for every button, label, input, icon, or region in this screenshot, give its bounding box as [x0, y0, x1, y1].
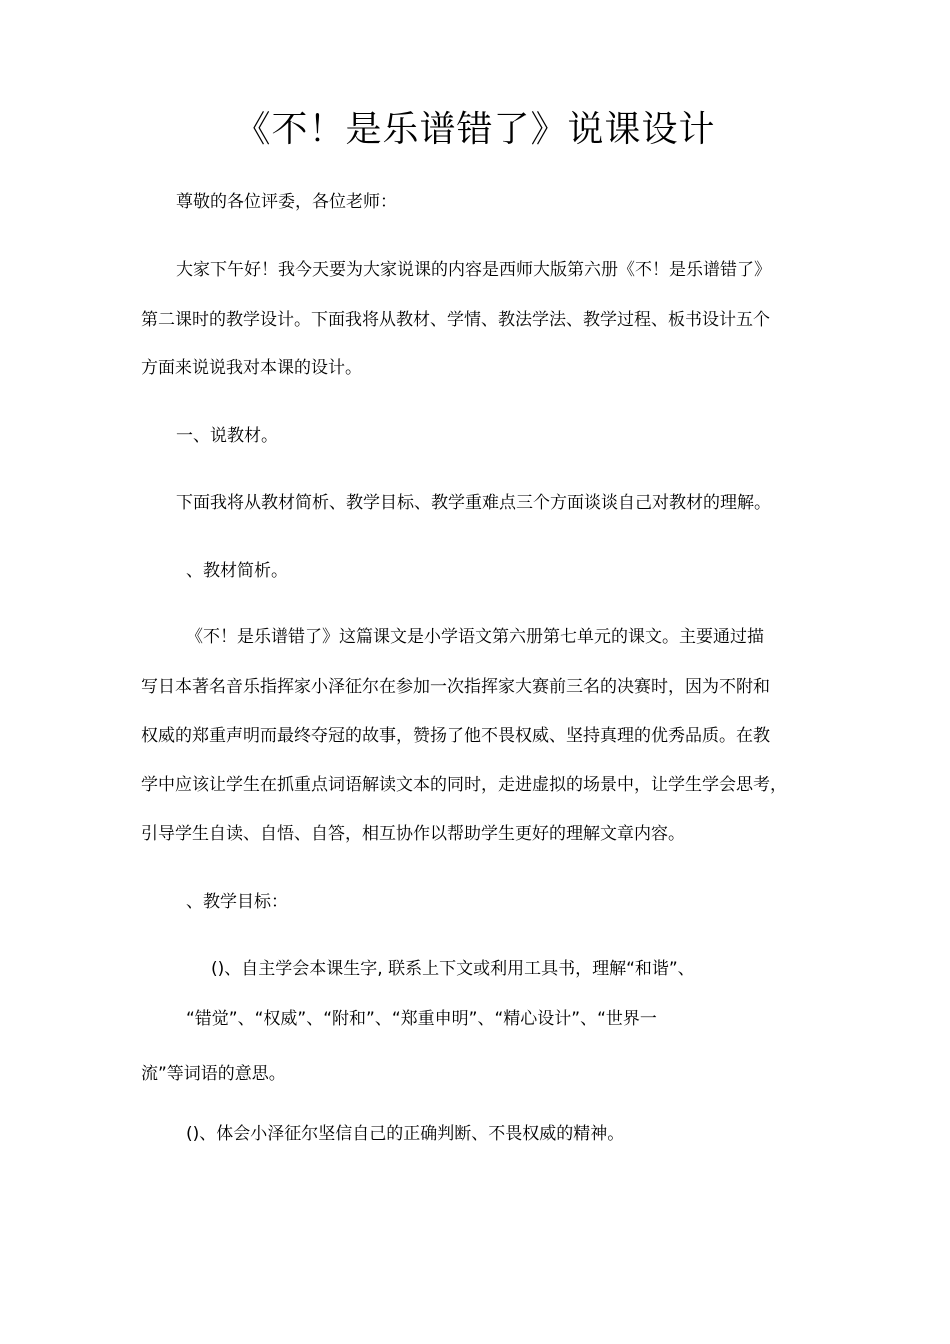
- section-overview-line: 下面我将从教材简析、教学目标、教学重难点三个方面谈谈自己对教材的理解。: [176, 493, 771, 513]
- document-title: 《不！是乐谱错了》说课设计: [234, 109, 716, 150]
- analysis-line-3: 权威的郑重声明而最终夺冠的故事，赞扬了他不畏权威、坚持真理的优秀品质。在教: [141, 726, 770, 746]
- intro-line-1: 大家下午好！我今天要为大家说课的内容是西师大版第六册《不！是乐谱错了》: [176, 260, 771, 280]
- analysis-line-2: 写日本著名音乐指挥家小泽征尔在参加一次指挥家大赛前三名的决赛时，因为不附和: [141, 677, 770, 697]
- analysis-line-1: 《不！是乐谱错了》这篇课文是小学语文第六册第七单元的课文。主要通过描: [186, 627, 764, 647]
- goal-1-line-2: “错觉”、“权威”、“附和”、“郑重申明”、“精心设计”、“世界一: [186, 1009, 657, 1029]
- section-heading-textbook: 一、说教材。: [176, 426, 278, 446]
- intro-line-3: 方面来说说我对本课的设计。: [141, 358, 362, 378]
- goal-2-line: ()、体会小泽征尔坚信自己的正确判断、不畏权威的精神。: [186, 1124, 625, 1144]
- goal-1-line-1: ()、自主学会本课生字, 联系上下文或利用工具书，理解“和谐”、: [211, 959, 695, 979]
- subheading-teaching-goals: 、教学目标：: [186, 892, 288, 912]
- goal-1-line-3: 流”等词语的意思。: [141, 1064, 286, 1084]
- analysis-line-4: 学中应该让学生在抓重点词语解读文本的同时，走进虚拟的场景中，让学生学会思考，: [141, 775, 787, 795]
- intro-line-2: 第二课时的教学设计。下面我将从教材、学情、教法学法、教学过程、板书设计五个: [141, 310, 770, 330]
- analysis-line-5: 引导学生自读、自悟、自答，相互协作以帮助学生更好的理解文章内容。: [141, 824, 685, 844]
- subheading-textbook-analysis: 、教材简析。: [186, 561, 288, 581]
- greeting-line: 尊敬的各位评委，各位老师：: [176, 192, 397, 212]
